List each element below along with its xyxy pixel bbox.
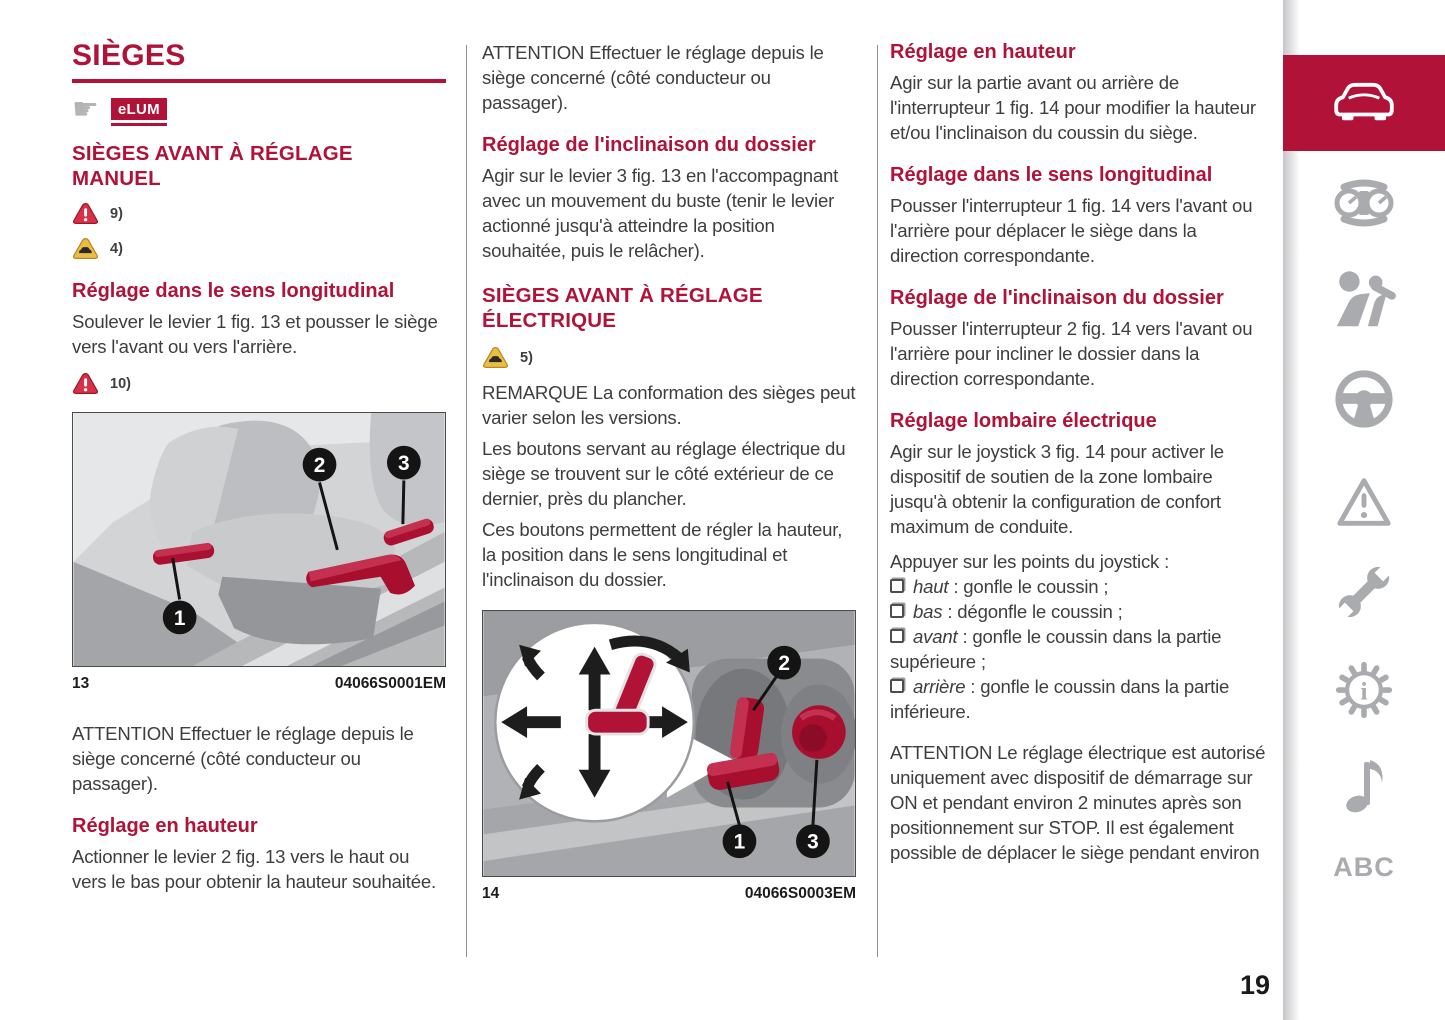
svg-text:3: 3 bbox=[398, 452, 410, 476]
paragraph-backrest-electric: Pousser l'interrupteur 2 fig. 14 vers l'avant ou l'arrière pour incliner le dossier dans la direction correspondante. bbox=[890, 318, 1253, 389]
left-column bbox=[72, 40, 446, 894]
paragraph-lumbar: Agir sur le joystick 3 fig. 14 pour activer le dispositif de soutien de la zone lombaire jusqu'à obtenir la configuration de confort maximum de conduite. bbox=[890, 441, 1224, 537]
column-divider bbox=[877, 45, 878, 957]
remark-paragraph: REMARQUE La conformation des sièges peut varier selon les versions. bbox=[482, 382, 856, 428]
list-item: arrière : gonfle le coussin dans la partie inférieure. bbox=[890, 676, 1230, 722]
car-front-icon bbox=[1329, 80, 1399, 126]
subheading-backrest: Réglage de l'inclinaison du dossier bbox=[482, 134, 816, 156]
middle-column bbox=[482, 40, 856, 903]
elum-reference bbox=[72, 95, 446, 125]
pointing-hand-icon: ☛ bbox=[72, 93, 99, 126]
yellow-caution-triangle-icon bbox=[482, 345, 509, 370]
subheading-longitudinal-electric: Réglage dans le sens longitudinal bbox=[890, 164, 1213, 186]
warning-note-number: 9) bbox=[110, 205, 123, 222]
paragraph-backrest: Agir sur le levier 3 fig. 13 en l'accompagnant avec un mouvement du buste (tenir le levier actionné jusqu'à atteindre la position souhaitée, puis le relâcher). bbox=[482, 165, 839, 261]
right-column bbox=[890, 40, 1266, 865]
attention-paragraph: ATTENTION Effectuer le réglage depuis le siège concerné (côté conducteur ou passager). bbox=[72, 723, 414, 794]
subheading-height: Réglage en hauteur bbox=[72, 815, 258, 837]
square-bullet-icon bbox=[890, 604, 904, 618]
info-gear-icon bbox=[1334, 660, 1394, 720]
paragraph-height-electric: Agir sur la partie avant ou arrière de l'interrupteur 1 fig. 14 pour modifier la hauteur et/ou l'inclinaison du coussin du siège. bbox=[890, 72, 1256, 143]
subheading-longitudinal: Réglage dans le sens longitudinal bbox=[72, 280, 395, 302]
chapter-sidebar bbox=[1283, 0, 1445, 1020]
red-warning-triangle-icon bbox=[72, 201, 99, 226]
sidebar-tab-vehicle-active[interactable] bbox=[1283, 55, 1445, 151]
figure-code: 04066S0001EM bbox=[334, 675, 446, 692]
joystick-intro: Appuyer sur les points du joystick : bbox=[890, 551, 1170, 572]
paragraph-buttons-location: Les boutons servant au réglage électrique du siège se trouvent sur le côté extérieur de ce dernier, près du plancher. bbox=[482, 438, 846, 509]
column-divider bbox=[466, 45, 467, 957]
figure-code: 04066S0003EM bbox=[744, 885, 856, 902]
page-title: SIÈGES bbox=[72, 40, 446, 83]
figure-14-electric-seat-switches bbox=[482, 610, 856, 877]
figure13-caption bbox=[72, 675, 446, 693]
svg-text:2: 2 bbox=[778, 652, 790, 676]
sidebar-item-emergency[interactable] bbox=[1283, 473, 1445, 531]
warning-reference-row bbox=[72, 371, 446, 396]
sidebar-item-safety[interactable] bbox=[1283, 268, 1445, 330]
abc-index-label: ABC bbox=[1333, 852, 1395, 882]
square-bullet-icon bbox=[890, 679, 904, 693]
figure14-caption bbox=[482, 885, 856, 903]
caution-reference-row bbox=[482, 345, 856, 370]
warning-triangle-icon bbox=[1333, 473, 1395, 531]
sidebar-item-technical-data[interactable] bbox=[1283, 660, 1445, 720]
subheading-backrest-electric: Réglage de l'inclinaison du dossier bbox=[890, 287, 1224, 309]
subheading-height-electric: Réglage en hauteur bbox=[890, 41, 1076, 63]
music-note-icon bbox=[1340, 752, 1388, 816]
section-heading-manual-seats: SIÈGES AVANT À RÉGLAGE MANUEL bbox=[72, 142, 353, 190]
square-bullet-icon bbox=[890, 579, 904, 593]
red-warning-triangle-icon bbox=[72, 371, 99, 396]
svg-text:3: 3 bbox=[807, 830, 819, 854]
paragraph-buttons-function: Ces boutons permettent de régler la hauteur, la position dans le sens longitudinal et l'inclinaison du dossier. bbox=[482, 519, 843, 590]
caution-reference-row bbox=[72, 236, 446, 261]
dashboard-icon bbox=[1328, 178, 1400, 228]
elum-badge: eLUM bbox=[111, 98, 167, 123]
section-heading-electric-seats: SIÈGES AVANT À RÉGLAGE ÉLECTRIQUE bbox=[482, 284, 763, 332]
paragraph-longitudinal-electric: Pousser l'interrupteur 1 fig. 14 vers l'avant ou l'arrière pour déplacer le siège dans la direction correspondante. bbox=[890, 195, 1253, 266]
list-item: haut : gonfle le coussin ; bbox=[890, 574, 1266, 599]
page-number: 19 bbox=[1239, 970, 1270, 1000]
subheading-lumbar: Réglage lombaire électrique bbox=[890, 410, 1157, 432]
joystick-bullet-list bbox=[890, 574, 1266, 724]
caution-note-number: 4) bbox=[110, 240, 123, 257]
warning-reference-row bbox=[72, 201, 446, 226]
sidebar-item-multimedia[interactable] bbox=[1283, 752, 1445, 816]
warning-note-number: 10) bbox=[110, 375, 131, 392]
attention-paragraph: ATTENTION Effectuer le réglage depuis le siège concerné (côté conducteur ou passager). bbox=[482, 42, 824, 113]
sidebar-item-maintenance[interactable] bbox=[1283, 560, 1445, 624]
sidebar-item-driving[interactable] bbox=[1283, 368, 1445, 430]
yellow-caution-triangle-icon bbox=[72, 236, 99, 261]
svg-text:1: 1 bbox=[733, 830, 746, 854]
list-item: avant : gonfle le coussin dans la partie supérieure ; bbox=[890, 626, 1222, 672]
svg-text:1: 1 bbox=[173, 606, 186, 630]
list-item: bas : dégonfle le coussin ; bbox=[890, 599, 1266, 624]
steering-wheel-icon bbox=[1333, 368, 1395, 430]
caution-note-number: 5) bbox=[520, 349, 533, 366]
airbag-safety-icon bbox=[1329, 268, 1399, 330]
svg-text:2: 2 bbox=[313, 454, 326, 478]
sidebar-item-dashboard[interactable] bbox=[1283, 178, 1445, 228]
lumbar-joystick-knob bbox=[792, 705, 846, 759]
wrench-icon bbox=[1332, 560, 1396, 624]
attention-paragraph-electric: ATTENTION Le réglage électrique est autorisé uniquement avec dispositif de démarrage sur ON et pendant environ 2 minutes après son positionnement sur STOP. Il est également possible de déplacer le siège pendant environ bbox=[890, 742, 1266, 863]
paragraph-height: Actionner le levier 2 fig. 13 vers le haut ou vers le bas pour obtenir la hauteur souhaitée. bbox=[72, 846, 436, 892]
figure-number: 14 bbox=[482, 885, 500, 902]
figure-number: 13 bbox=[72, 675, 90, 692]
svg-text:i: i bbox=[1360, 677, 1368, 706]
paragraph-longitudinal: Soulever le levier 1 fig. 13 et pousser le siège vers l'avant ou vers l'arrière. bbox=[72, 311, 438, 357]
sidebar-item-index[interactable] bbox=[1283, 852, 1445, 883]
square-bullet-icon bbox=[890, 629, 904, 643]
figure-13-manual-seat-levers bbox=[72, 412, 446, 667]
